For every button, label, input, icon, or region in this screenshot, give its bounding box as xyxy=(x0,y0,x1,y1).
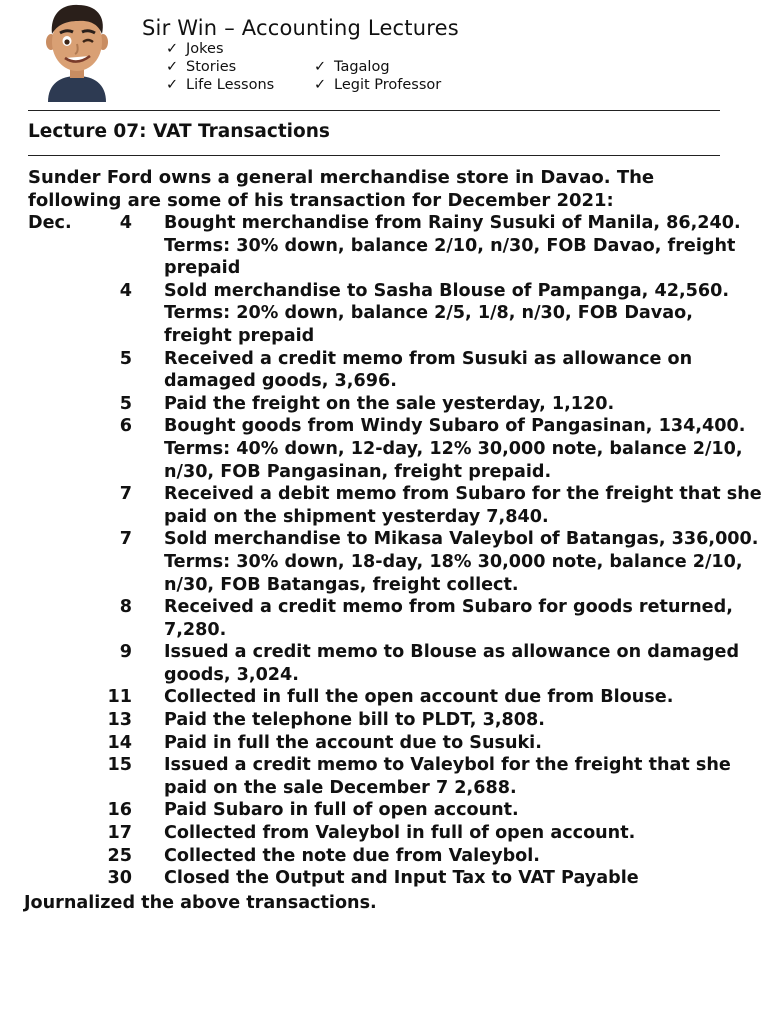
transaction-entry xyxy=(0,280,768,348)
transaction-entry xyxy=(0,415,768,483)
entry-day: 7 xyxy=(119,529,132,550)
transaction-entry xyxy=(0,822,768,845)
lecture-title: Lecture 07: VAT Transactions xyxy=(28,121,330,142)
entry-description: Collected in full the open account due from Blouse. xyxy=(164,687,674,708)
transaction-list xyxy=(0,212,768,890)
entry-day: 5 xyxy=(119,348,132,369)
check-icon: ✓ xyxy=(314,77,327,93)
month-label: Dec. xyxy=(28,213,72,233)
entry-description: Paid the freight on the sale yesterday, 1,120. xyxy=(164,393,615,414)
brand-title: Sir Win – Accounting Lectures xyxy=(142,16,459,40)
transaction-entry xyxy=(0,867,768,890)
check-icon: ✓ xyxy=(166,59,179,75)
transaction-entry xyxy=(0,393,768,416)
feature-item: ✓ Legit Professor xyxy=(314,77,442,93)
entry-day: 8 xyxy=(119,597,132,618)
entry-description: Sold merchandise to Mikasa Valeybol of Batangas, 336,000. Terms: 30% down, 18-day, 18% 30,000 note, balance 2/10, n/30, FOB Batangas, freight collect. xyxy=(164,529,759,595)
entry-description: Received a debit memo from Subaro for the freight that she paid on the shipment yesterday 7,840. xyxy=(164,484,762,527)
entry-description: Bought merchandise from Rainy Susuki of Manila, 86,240. Terms: 30% down, balance 2/10, n/30, FOB Davao, freight prepaid xyxy=(164,213,741,279)
entry-day: 5 xyxy=(119,393,132,414)
entry-day: 4 xyxy=(119,280,132,301)
entry-day: 6 xyxy=(119,416,132,437)
entry-description: Received a credit memo from Susuki as allowance on damaged goods, 3,696. xyxy=(164,348,693,392)
entry-day: 15 xyxy=(107,755,132,776)
entry-description: Issued a credit memo to Blouse as allowance on damaged goods, 3,024. xyxy=(164,642,740,685)
entry-description: Closed the Output and Input Tax to VAT Payable xyxy=(164,868,639,889)
entry-description: Received a credit memo from Subaro for goods returned, 7,280. xyxy=(164,597,733,640)
check-icon: ✓ xyxy=(166,41,179,57)
transaction-entry xyxy=(0,641,768,686)
entry-description: Paid in full the account due to Susuki. xyxy=(164,732,542,753)
entry-day: 4 xyxy=(119,213,132,233)
transaction-entry xyxy=(0,686,768,709)
divider xyxy=(28,155,720,156)
transaction-entry xyxy=(0,212,768,280)
transaction-entry xyxy=(0,528,768,596)
check-icon: ✓ xyxy=(166,77,179,93)
transaction-entry xyxy=(0,845,768,868)
feature-item: ✓ Stories xyxy=(166,59,237,75)
transaction-entry xyxy=(0,799,768,822)
feature-item: ✓ Jokes xyxy=(166,41,224,57)
check-icon: ✓ xyxy=(314,59,327,75)
entry-day: 16 xyxy=(107,800,132,821)
divider xyxy=(28,110,720,111)
entry-day: 11 xyxy=(107,687,132,708)
transaction-entry xyxy=(0,596,768,641)
entry-description: Collected the note due from Valeybol. xyxy=(164,845,540,866)
transaction-entry xyxy=(0,483,768,528)
entry-description: Paid the telephone bill to PLDT, 3,808. xyxy=(164,710,545,731)
closing-instruction: Journalized the above transactions. xyxy=(24,893,377,913)
transaction-entry xyxy=(0,732,768,755)
intro-paragraph: Sunder Ford owns a general merchandise store in Davao. The following are some of his transaction for December 2021: xyxy=(28,167,655,211)
entry-day: 7 xyxy=(119,484,132,505)
entry-day: 25 xyxy=(107,845,132,866)
transaction-entry xyxy=(0,348,768,393)
transaction-entry xyxy=(0,709,768,732)
avatar xyxy=(40,0,114,102)
entry-description: Issued a credit memo to Valeybol for the freight that she paid on the sale December 7 2,688. xyxy=(164,755,731,798)
entry-day: 17 xyxy=(107,823,132,844)
entry-day: 14 xyxy=(107,732,132,753)
feature-item: ✓ Tagalog xyxy=(314,59,390,75)
entry-description: Paid Subaro in full of open account. xyxy=(164,800,519,821)
entry-day: 9 xyxy=(119,642,132,663)
entry-description: Collected from Valeybol in full of open account. xyxy=(164,823,636,844)
entry-day: 30 xyxy=(107,868,132,889)
entry-description: Sold merchandise to Sasha Blouse of Pampanga, 42,560. Terms: 20% down, balance 2/5, 1/8, n/30, FOB Davao, freight prepaid xyxy=(164,280,730,346)
entry-description: Bought goods from Windy Subaro of Pangasinan, 134,400. Terms: 40% down, 12-day, 12% 30,000 note, balance 2/10, n/30, FOB Pangasinan, freight prepaid. xyxy=(164,416,746,482)
feature-item: ✓ Life Lessons xyxy=(166,77,275,93)
transaction-entry xyxy=(0,754,768,799)
entry-day: 13 xyxy=(107,710,132,731)
